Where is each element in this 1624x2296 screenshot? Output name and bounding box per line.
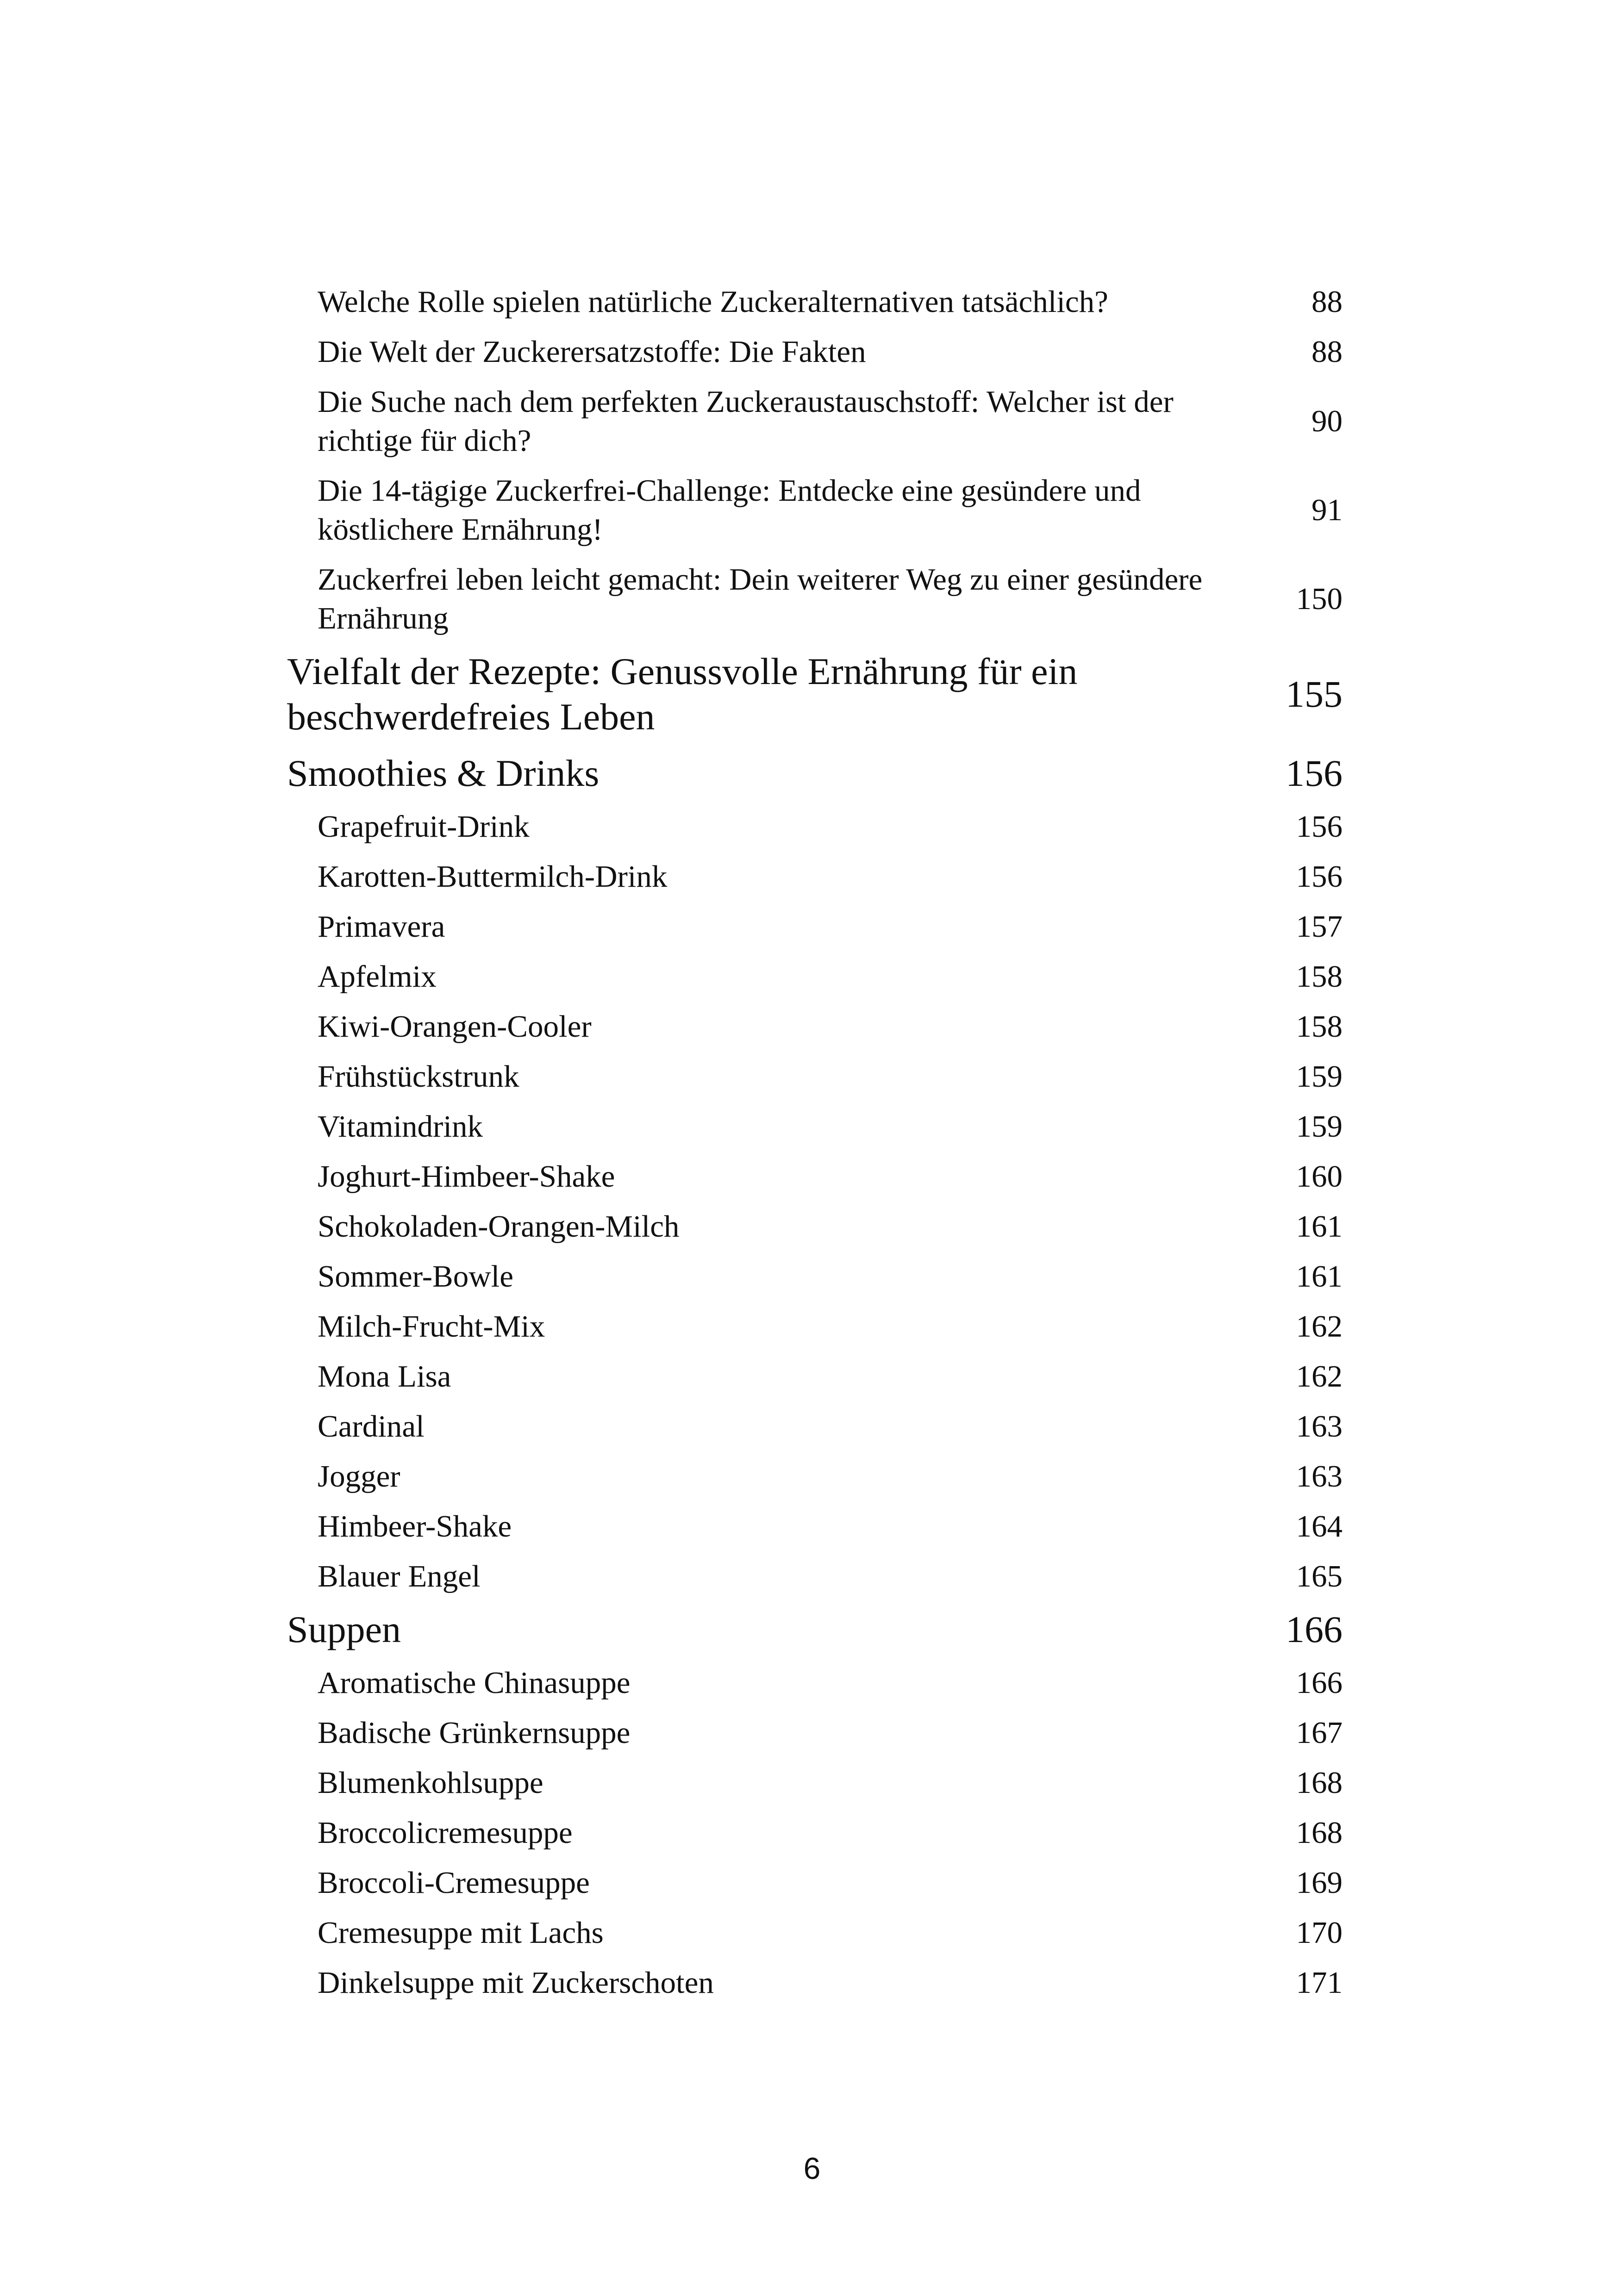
toc-entry-title: Broccolicremesuppe <box>318 1816 573 1850</box>
toc-entry-page-number: 168 <box>1296 1816 1343 1850</box>
toc-entry-page-number: 88 <box>1312 285 1343 319</box>
toc-entry-title: Schokoladen-Orangen-Milch <box>318 1209 680 1244</box>
toc-entry-page-number: 159 <box>1296 1109 1343 1144</box>
table-of-contents <box>287 277 1343 2008</box>
toc-section-entry[interactable] <box>287 1708 1343 1758</box>
toc-entry-title: Karotten-Buttermilch-Drink <box>318 859 668 894</box>
toc-entry-page-number: 168 <box>1296 1766 1343 1800</box>
toc-entry-page-number: 161 <box>1296 1259 1343 1294</box>
toc-entry-title: Grapefruit-Drink <box>318 809 530 844</box>
toc-entry-page-number: 166 <box>1296 1666 1343 1700</box>
toc-section-entry[interactable] <box>287 902 1343 952</box>
toc-section-entry[interactable] <box>287 277 1343 327</box>
toc-entry-page-number: 163 <box>1296 1459 1343 1493</box>
toc-chapter-entry[interactable] <box>287 1601 1343 1658</box>
toc-entry-page-number: 161 <box>1296 1209 1343 1244</box>
toc-section-entry[interactable] <box>287 377 1343 466</box>
toc-section-entry[interactable] <box>287 852 1343 902</box>
toc-entry-title: Broccoli-Cremesuppe <box>318 1866 590 1900</box>
toc-entry-page-number: 166 <box>1286 1608 1343 1650</box>
toc-section-entry[interactable] <box>287 1808 1343 1858</box>
toc-entry-title: Die Suche nach dem perfekten Zuckeraustauschstoff: Welcher ist der richtige für dich? <box>318 385 1174 458</box>
toc-section-entry[interactable] <box>287 1052 1343 1101</box>
toc-section-entry[interactable] <box>287 1101 1343 1151</box>
toc-entry-title: Primavera <box>318 909 445 944</box>
toc-entry-title: Vitamindrink <box>318 1109 483 1144</box>
toc-entry-title: Dinkelsuppe mit Zuckerschoten <box>318 1966 714 2000</box>
toc-section-entry[interactable] <box>287 1451 1343 1501</box>
toc-entry-title: Welche Rolle spielen natürliche Zuckeralternativen tatsächlich? <box>318 285 1108 319</box>
toc-entry-page-number: 159 <box>1296 1059 1343 1094</box>
toc-entry-page-number: 156 <box>1296 859 1343 894</box>
toc-entry-title: Blauer Engel <box>318 1559 481 1593</box>
toc-entry-page-number: 91 <box>1312 493 1343 527</box>
toc-entry-title: Smoothies & Drinks <box>287 752 600 794</box>
toc-entry-title: Badische Grünkernsuppe <box>318 1716 631 1750</box>
toc-section-entry[interactable] <box>287 952 1343 1002</box>
toc-entry-page-number: 164 <box>1296 1509 1343 1543</box>
toc-entry-page-number: 162 <box>1296 1309 1343 1344</box>
toc-entry-title: Frühstückstrunk <box>318 1059 519 1094</box>
toc-section-entry[interactable] <box>287 1858 1343 1908</box>
toc-entry-page-number: 162 <box>1296 1359 1343 1394</box>
toc-section-entry[interactable] <box>287 327 1343 377</box>
toc-entry-title: Cardinal <box>318 1409 425 1444</box>
toc-section-entry[interactable] <box>287 1351 1343 1401</box>
toc-section-entry[interactable] <box>287 1151 1343 1201</box>
toc-section-entry[interactable] <box>287 1958 1343 2008</box>
toc-entry-title: Jogger <box>318 1459 400 1493</box>
toc-chapter-entry[interactable] <box>287 745 1343 802</box>
toc-chapter-entry[interactable] <box>287 643 1343 745</box>
toc-entry-title: Suppen <box>287 1608 401 1650</box>
toc-entry-title: Himbeer-Shake <box>318 1509 512 1543</box>
toc-entry-page-number: 155 <box>1286 673 1343 715</box>
toc-entry-page-number: 163 <box>1296 1409 1343 1444</box>
toc-entry-page-number: 167 <box>1296 1716 1343 1750</box>
toc-entry-page-number: 158 <box>1296 959 1343 994</box>
page-number: 6 <box>803 2151 821 2185</box>
toc-section-entry[interactable] <box>287 1201 1343 1251</box>
toc-section-entry[interactable] <box>287 1002 1343 1052</box>
toc-entry-title: Milch-Frucht-Mix <box>318 1309 545 1344</box>
toc-entry-title: Cremesuppe mit Lachs <box>318 1916 604 1950</box>
toc-section-entry[interactable] <box>287 1251 1343 1301</box>
toc-entry-page-number: 156 <box>1286 752 1343 794</box>
toc-entry-title: Die Welt der Zuckerersatzstoffe: Die Fakten <box>318 335 866 369</box>
toc-entry-page-number: 169 <box>1296 1866 1343 1900</box>
toc-section-entry[interactable] <box>287 1551 1343 1601</box>
toc-entry-title: Zuckerfrei leben leicht gemacht: Dein weiterer Weg zu einer gesündere Ernährung <box>318 562 1203 635</box>
toc-entry-title: Joghurt-Himbeer-Shake <box>318 1159 615 1194</box>
toc-entry-title: Die 14-tägige Zuckerfrei-Challenge: Entdecke eine gesündere und köstlichere Ernährung! <box>318 473 1141 547</box>
toc-section-entry[interactable] <box>287 466 1343 554</box>
toc-entry-page-number: 165 <box>1296 1559 1343 1593</box>
toc-entry-title: Apfelmix <box>318 959 437 994</box>
toc-entry-page-number: 171 <box>1296 1966 1343 2000</box>
toc-section-entry[interactable] <box>287 1658 1343 1708</box>
toc-entry-page-number: 170 <box>1296 1916 1343 1950</box>
toc-entry-title: Sommer-Bowle <box>318 1259 513 1294</box>
toc-entry-page-number: 158 <box>1296 1009 1343 1044</box>
toc-section-entry[interactable] <box>287 802 1343 852</box>
toc-entry-page-number: 157 <box>1296 909 1343 944</box>
toc-section-entry[interactable] <box>287 554 1343 643</box>
toc-section-entry[interactable] <box>287 1501 1343 1551</box>
toc-entry-title: Vielfalt der Rezepte: Genussvolle Ernährung für ein beschwerdefreies Leben <box>287 650 1078 738</box>
toc-entry-page-number: 88 <box>1312 335 1343 369</box>
toc-entry-title: Mona Lisa <box>318 1359 451 1394</box>
toc-entry-page-number: 156 <box>1296 809 1343 844</box>
toc-section-entry[interactable] <box>287 1301 1343 1351</box>
toc-entry-page-number: 90 <box>1312 404 1343 438</box>
toc-entry-title: Kiwi-Orangen-Cooler <box>318 1009 592 1044</box>
toc-entry-page-number: 150 <box>1296 582 1343 616</box>
toc-entry-title: Blumenkohlsuppe <box>318 1766 543 1800</box>
toc-entry-title: Aromatische Chinasuppe <box>318 1666 631 1700</box>
toc-section-entry[interactable] <box>287 1908 1343 1958</box>
toc-section-entry[interactable] <box>287 1401 1343 1451</box>
toc-section-entry[interactable] <box>287 1758 1343 1808</box>
toc-entry-page-number: 160 <box>1296 1159 1343 1194</box>
